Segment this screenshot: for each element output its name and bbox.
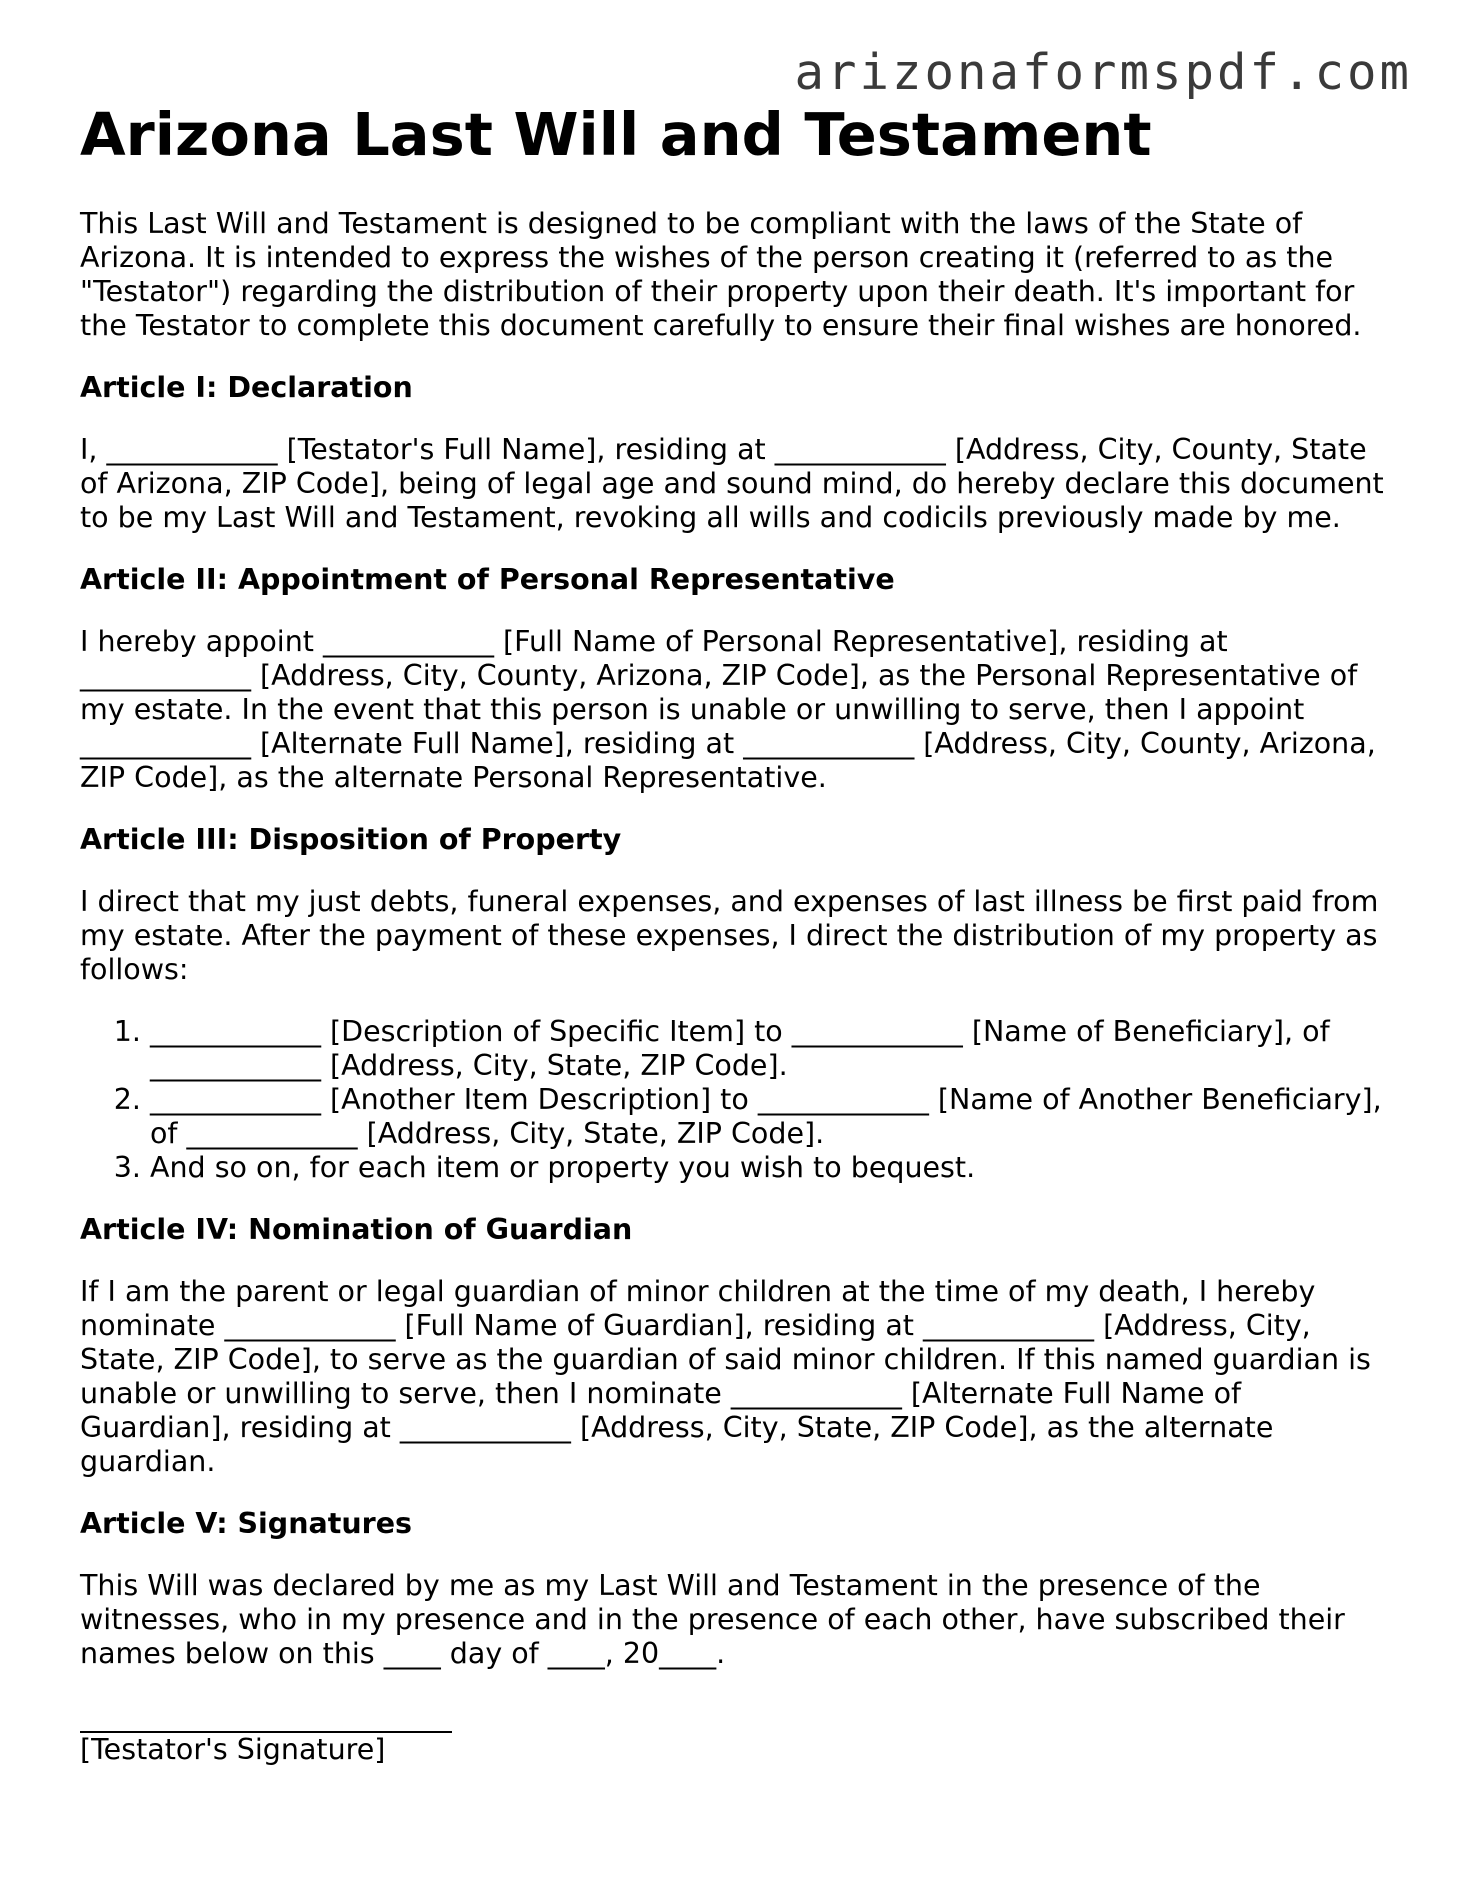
bequest-list (80, 1015, 1390, 1185)
list-item: 2. ____________ [Another Item Description] to ____________ [Name of Another Beneficiary], of ____________ [Address, City, State, ZIP Code]. (150, 1083, 1390, 1151)
article-3-heading: Article III: Disposition of Property (80, 823, 622, 856)
watermark: arizonaformspdf.com (794, 44, 1412, 101)
list-item: 1. ____________ [Description of Specific Item] to ____________ [Name of Beneficiary], of ____________ [Address, City, State, ZIP Code]. (150, 1015, 1390, 1083)
list-item: 3. And so on, for each item or property you wish to bequest. (150, 1151, 1390, 1185)
article-3-body: I direct that my just debts, funeral expenses, and expenses of last illness be first paid from my estate. After the payment of these expenses, I direct the distribution of my property as follows: (80, 885, 1379, 986)
article-4-heading: Article IV: Nomination of Guardian (80, 1213, 633, 1246)
article-2-body: I hereby appoint ____________ [Full Name of Personal Representative], residing at ____________ [Address, City, County, Arizona, ZIP Code], as the Personal Representative of my estate. In the event that this person is unable or unwilling to serve, then I appoint ____________ [Alternate Full Name], residing at ____________ [Address, City, County, Arizona, ZIP Code], as the alternate Personal Representative. (80, 625, 1376, 794)
article-5-heading: Article V: Signatures (80, 1507, 412, 1540)
intro-paragraph: This Last Will and Testament is designed to be compliant with the laws of the State of Arizona. It is intended to express the wishes of the person creating it (referred to as the "Testator") regarding the distribution of their property upon their death. It's important for the Testator to complete this document carefully to ensure their final wishes are honored. (80, 207, 1362, 342)
signature-label: [Testator's Signature] (80, 1733, 386, 1766)
document-title: Arizona Last Will and Testament (80, 100, 1152, 169)
article-5-body: This Will was declared by me as my Last Will and Testament in the presence of the witnesses, who in my presence and in the presence of each other, have subscribed their names below on this ____ day of ____, 20____. (80, 1569, 1345, 1670)
article-2-heading: Article II: Appointment of Personal Representative (80, 563, 895, 596)
article-1-body: I, ____________ [Testator's Full Name], residing at ____________ [Address, City, County, State of Arizona, ZIP Code], being of legal age and sound mind, do hereby declare this document to be my Last Will and Testament, revoking all wills and codicils previously made by me. (80, 433, 1384, 534)
document-body (80, 207, 1390, 1767)
article-4-body: If I am the parent or legal guardian of minor children at the time of my death, I hereby nominate ____________ [Full Name of Guardian], residing at ____________ [Address, City, State, ZIP Code], to serve as the guardian of said minor children. If this named guardian is unable or unwilling to serve, then I nominate ____________ [Alternate Full Name of Guardian], residing at ____________ [Address, City, State, ZIP Code], as the alternate guardian. (80, 1275, 1371, 1478)
article-1-heading: Article I: Declaration (80, 371, 413, 404)
